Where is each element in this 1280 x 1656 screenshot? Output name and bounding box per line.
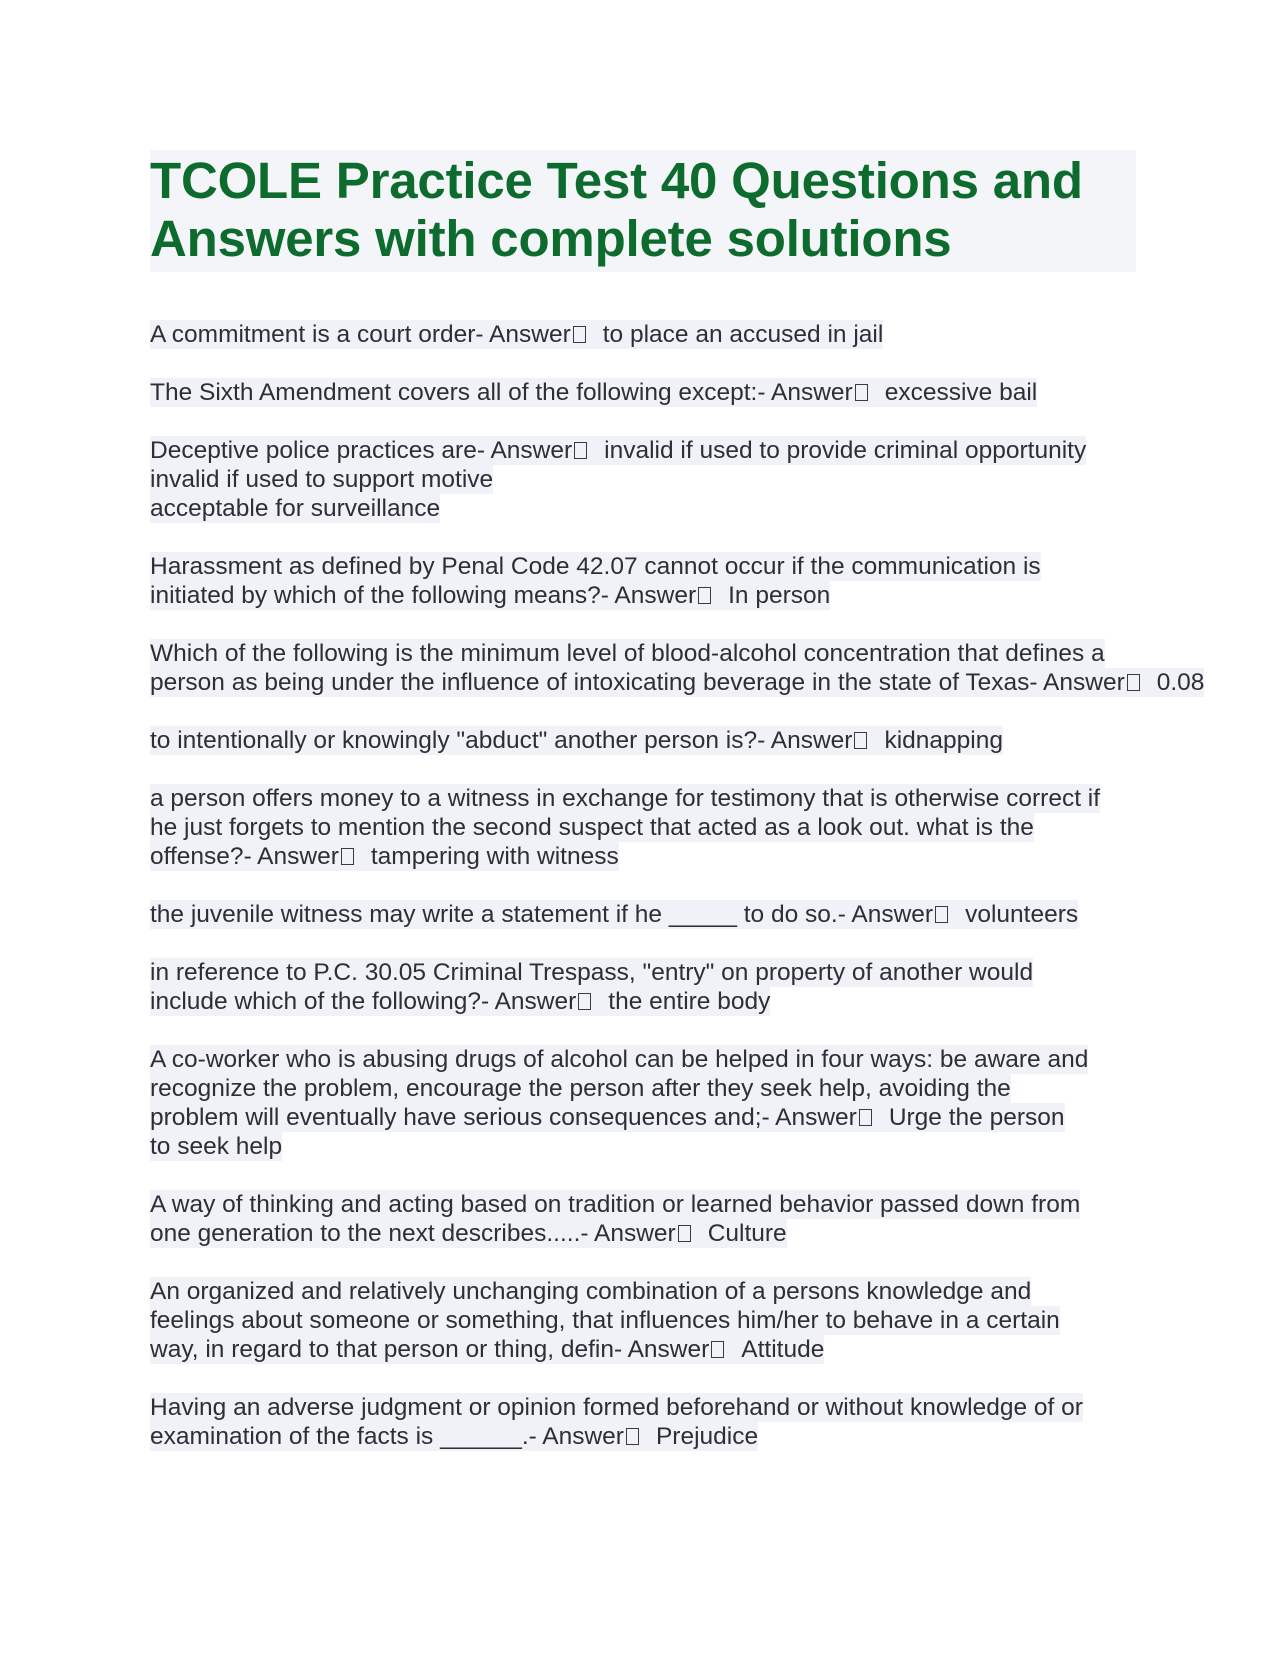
question-text: feelings about someone or something, that influences him/her to behave in a certain — [150, 1307, 1060, 1334]
qa-line — [150, 1103, 1065, 1132]
qa-line — [150, 842, 619, 871]
answer-text: Prejudice — [655, 1423, 759, 1450]
question-text: include which of the following? — [150, 988, 481, 1015]
missing-glyph-icon — [574, 442, 587, 459]
question-text: recognize the problem, encourage the person after they seek help, avoiding the — [150, 1075, 1011, 1102]
answer-text: acceptable for surveillance — [150, 495, 441, 522]
answer-marker: - Answer — [1029, 669, 1125, 696]
answer-text: In person — [728, 582, 831, 609]
answer-marker: - Answer — [580, 1220, 676, 1247]
answer-marker: - Answer — [475, 321, 571, 348]
qa-item — [150, 958, 1136, 1016]
qa-item — [150, 639, 1205, 697]
missing-glyph-icon — [341, 848, 354, 865]
question-text: Deceptive police practices are — [150, 437, 477, 464]
question-text: to intentionally or knowingly "abduct" another person is? — [150, 727, 758, 754]
qa-line — [150, 726, 1003, 755]
qa-line — [150, 1219, 787, 1248]
answer-text: Urge the person — [888, 1104, 1065, 1131]
answer-text: the entire body — [608, 988, 771, 1015]
answer-marker: - Answer — [761, 1104, 857, 1131]
qa-line — [150, 581, 830, 610]
question-text: initiated by which of the following means? — [150, 582, 601, 609]
page-title — [150, 152, 1136, 268]
missing-glyph-icon — [626, 1428, 639, 1445]
answer-text: to seek help — [150, 1133, 283, 1160]
question-text: way, in regard to that person or thing, defin — [150, 1336, 614, 1363]
title-block — [150, 150, 1136, 272]
qa-item — [150, 320, 1136, 349]
question-text: A co-worker who is abusing drugs of alcohol can be helped in four ways: be aware and — [150, 1046, 1089, 1073]
answer-text: to place an accused in jail — [602, 321, 884, 348]
missing-glyph-icon — [678, 1225, 691, 1242]
answer-text: volunteers — [965, 901, 1079, 928]
missing-glyph-icon — [698, 587, 711, 604]
qa-item — [150, 1393, 1136, 1451]
question-text: the juvenile witness may write a statement if he _____ to do so. — [150, 901, 838, 928]
qa-line — [150, 436, 1086, 465]
qa-line — [150, 320, 883, 349]
question-text: a person offers money to a witness in exchange for testimony that is otherwise correct if — [150, 785, 1101, 812]
qa-item — [150, 436, 1136, 523]
missing-glyph-icon — [573, 326, 586, 343]
answer-text: tampering with witness — [370, 843, 619, 870]
question-text: The Sixth Amendment covers all of the following except: — [150, 379, 758, 406]
missing-glyph-icon — [855, 384, 868, 401]
question-text: A way of thinking and acting based on tradition or learned behavior passed down from — [150, 1191, 1081, 1218]
qa-item — [150, 378, 1136, 407]
question-text: An organized and relatively unchanging combination of a persons knowledge and — [150, 1278, 1032, 1305]
answer-text: 0.08 — [1156, 669, 1205, 696]
answer-text: kidnapping — [884, 727, 1003, 754]
answer-marker: - Answer — [600, 582, 697, 609]
qa-line — [150, 668, 1204, 697]
missing-glyph-icon — [578, 993, 591, 1010]
question-text: in reference to P.C. 30.05 Criminal Trespass, "entry" on property of another would — [150, 959, 1034, 986]
answer-text: Attitude — [741, 1336, 825, 1363]
qa-item — [150, 552, 1136, 610]
answer-marker: - Answer — [480, 988, 577, 1015]
answer-marker: - Answer — [528, 1423, 624, 1450]
qa-item — [150, 1277, 1136, 1364]
answer-marker: - Answer — [757, 379, 853, 406]
question-text: offense? — [150, 843, 244, 870]
answer-text: invalid if used to provide criminal opportunity — [604, 437, 1087, 464]
missing-glyph-icon — [935, 906, 948, 923]
answer-marker: - Answer — [243, 843, 339, 870]
question-text: examination of the facts is ______. — [150, 1423, 529, 1450]
answer-marker: - Answer — [613, 1336, 710, 1363]
qa-item — [150, 1190, 1136, 1248]
missing-glyph-icon — [859, 1109, 872, 1126]
question-text: A commitment is a court order — [150, 321, 476, 348]
answer-text: Culture — [707, 1220, 787, 1247]
answer-text: excessive bail — [884, 379, 1038, 406]
title-line: Answers with complete solutions — [150, 210, 952, 267]
question-text: Harassment as defined by Penal Code 42.07 cannot occur if the communication is — [150, 553, 1041, 580]
answer-marker: - Answer — [837, 901, 934, 928]
question-text: Which of the following is the minimum level of blood-alcohol concentration that defines a — [150, 640, 1105, 667]
missing-glyph-icon — [711, 1341, 724, 1358]
question-text: person as being under the influence of intoxicating beverage in the state of Texas — [150, 669, 1030, 696]
qa-line — [150, 900, 1078, 929]
answer-marker: - Answer — [757, 727, 853, 754]
title-line: TCOLE Practice Test 40 Questions and — [150, 152, 1083, 209]
qa-list — [150, 320, 1205, 1451]
qa-line — [150, 1422, 758, 1451]
question-text: he just forgets to mention the second suspect that acted as a look out. what is the — [150, 814, 1034, 841]
question-text: problem will eventually have serious consequences and; — [150, 1104, 762, 1131]
question-text: Having an adverse judgment or opinion formed beforehand or without knowledge of or — [150, 1394, 1083, 1421]
qa-item — [150, 1045, 1136, 1161]
qa-line — [150, 378, 1037, 407]
document-page — [150, 150, 1205, 1480]
qa-line — [150, 1335, 824, 1364]
question-text: one generation to the next describes..... — [150, 1220, 581, 1247]
qa-line — [150, 987, 770, 1016]
answer-marker: - Answer — [476, 437, 573, 464]
qa-item — [150, 784, 1136, 871]
missing-glyph-icon — [1127, 674, 1140, 691]
qa-item — [150, 900, 1136, 929]
missing-glyph-icon — [854, 732, 867, 749]
qa-item — [150, 726, 1136, 755]
answer-text: invalid if used to support motive — [150, 466, 494, 493]
